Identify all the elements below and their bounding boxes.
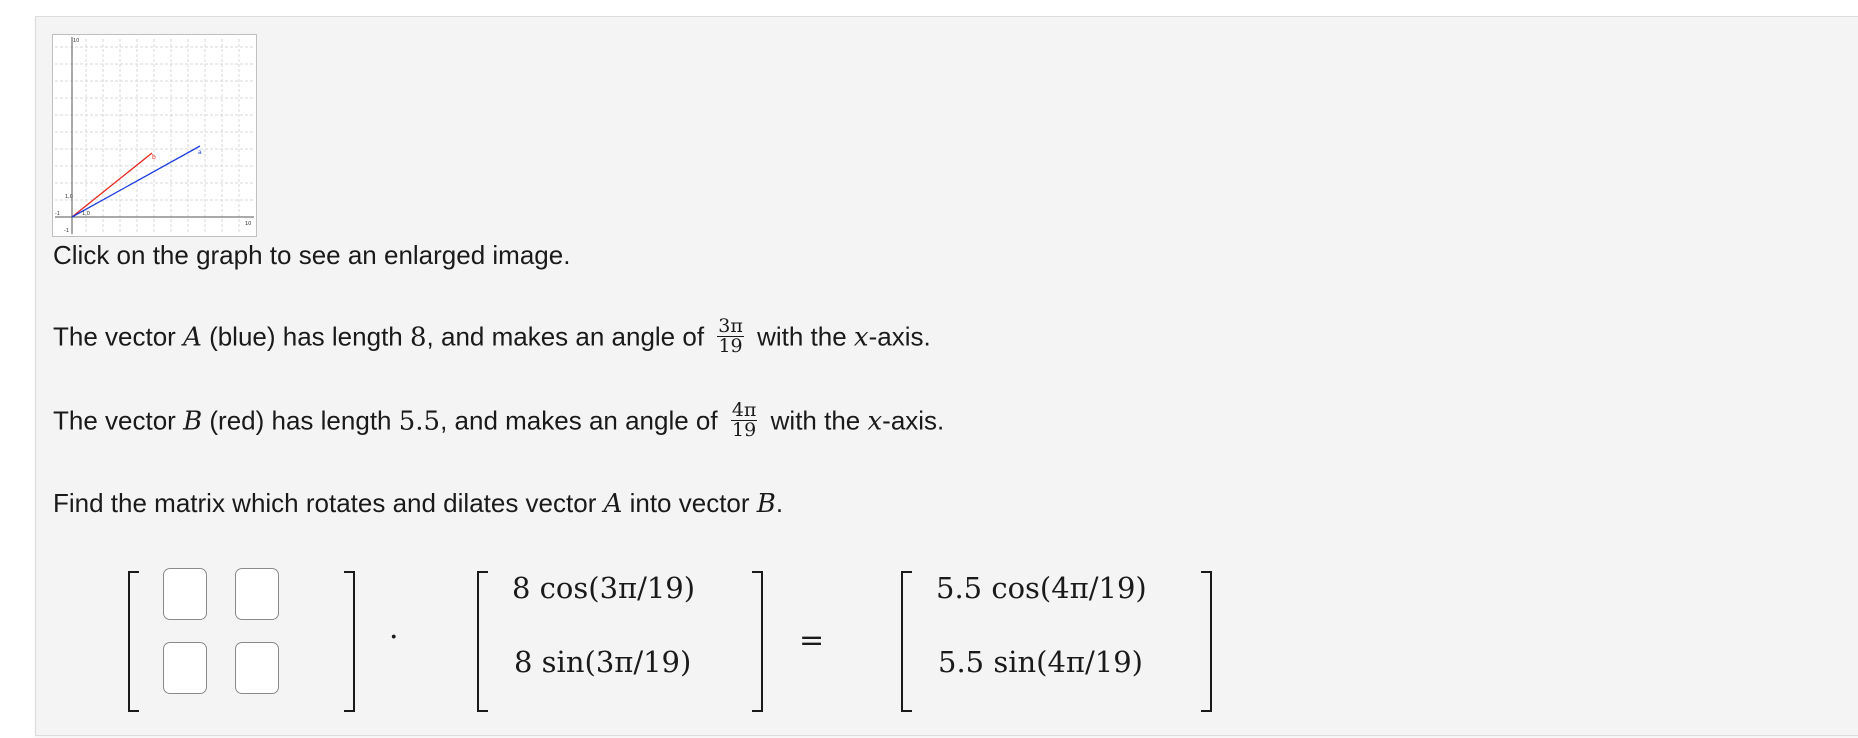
vector-a-left-bracket — [477, 571, 488, 712]
text: with the — [763, 405, 868, 436]
vector-b-top-entry: 5.5 cos(4π/19) — [936, 571, 1147, 605]
angle-numerator: 4π — [731, 399, 757, 421]
grid-lines — [55, 39, 254, 232]
vector-a-right-bracket — [752, 571, 763, 712]
length-value: 8 — [409, 322, 427, 353]
question-panel — [35, 16, 1858, 736]
text: . — [775, 488, 784, 518]
var-a: A — [603, 489, 623, 519]
matrix-entry-r2c1[interactable] — [163, 642, 207, 694]
text: The vector — [53, 405, 184, 436]
text: into vector — [622, 488, 757, 518]
matrix-input-r1c2[interactable] — [236, 569, 282, 621]
text: -axis. — [882, 405, 945, 436]
vector-b-label: b — [152, 154, 156, 161]
question-prompt — [53, 487, 783, 520]
text: (red) has length — [202, 405, 399, 436]
vector-b-left-bracket — [901, 571, 912, 712]
matrix-input-r2c2[interactable] — [236, 643, 282, 695]
matrix-input-r1c1[interactable] — [164, 569, 210, 621]
equals-sign: = — [799, 623, 825, 658]
text: (blue) has length — [201, 321, 410, 352]
angle-denominator: 19 — [732, 419, 757, 441]
vector-b-line — [72, 153, 152, 217]
x-max-tick: 10 — [245, 221, 252, 227]
angle-denominator: 19 — [718, 335, 743, 357]
vector-a-label: a — [198, 149, 202, 156]
vector-b-bottom-entry: 5.5 sin(4π/19) — [938, 645, 1143, 679]
matrix-left-bracket — [128, 571, 139, 712]
vector-a-top-entry: 8 cos(3π/19) — [512, 571, 696, 605]
text: with the — [749, 321, 854, 352]
text: The vector — [53, 321, 184, 352]
x-unit-label: 1,0 — [82, 211, 90, 217]
y-unit-label: 1,0 — [65, 194, 73, 200]
var-b: B — [756, 489, 776, 519]
axis-var: x — [867, 406, 883, 437]
angle-fraction — [717, 317, 744, 356]
graph-caption: Click on the graph to see an enlarged image. — [53, 240, 571, 270]
vector-a-description — [53, 315, 931, 358]
matrix-entry-r1c1[interactable] — [163, 568, 207, 620]
dot-operator: · — [389, 620, 399, 655]
var-b: B — [183, 406, 203, 437]
y-max-tick: 10 — [73, 38, 80, 44]
vector-a-bottom-entry: 8 sin(3π/19) — [514, 645, 692, 679]
matrix-entry-r2c2[interactable] — [235, 642, 279, 694]
vector-graph — [53, 35, 256, 236]
text: , and makes an angle of — [426, 321, 712, 352]
x-min-tick: -1 — [55, 211, 60, 217]
graph-thumbnail[interactable] — [52, 34, 257, 237]
angle-fraction — [731, 401, 758, 440]
length-value: 5.5 — [398, 406, 441, 437]
text: Find the matrix which rotates and dilates vector — [53, 488, 604, 518]
angle-numerator: 3π — [718, 315, 743, 337]
text: , and makes an angle of — [440, 405, 725, 436]
matrix-input-r2c1[interactable] — [164, 643, 210, 695]
vector-b-right-bracket — [1201, 571, 1212, 712]
text: -axis. — [868, 321, 931, 352]
vector-a-line — [72, 146, 200, 217]
matrix-entry-r1c2[interactable] — [235, 568, 279, 620]
y-min-tick: -1 — [64, 228, 69, 234]
vector-b-description — [53, 399, 945, 442]
axis-var: x — [853, 322, 869, 353]
matrix-right-bracket — [344, 571, 355, 712]
var-a: A — [183, 322, 202, 353]
